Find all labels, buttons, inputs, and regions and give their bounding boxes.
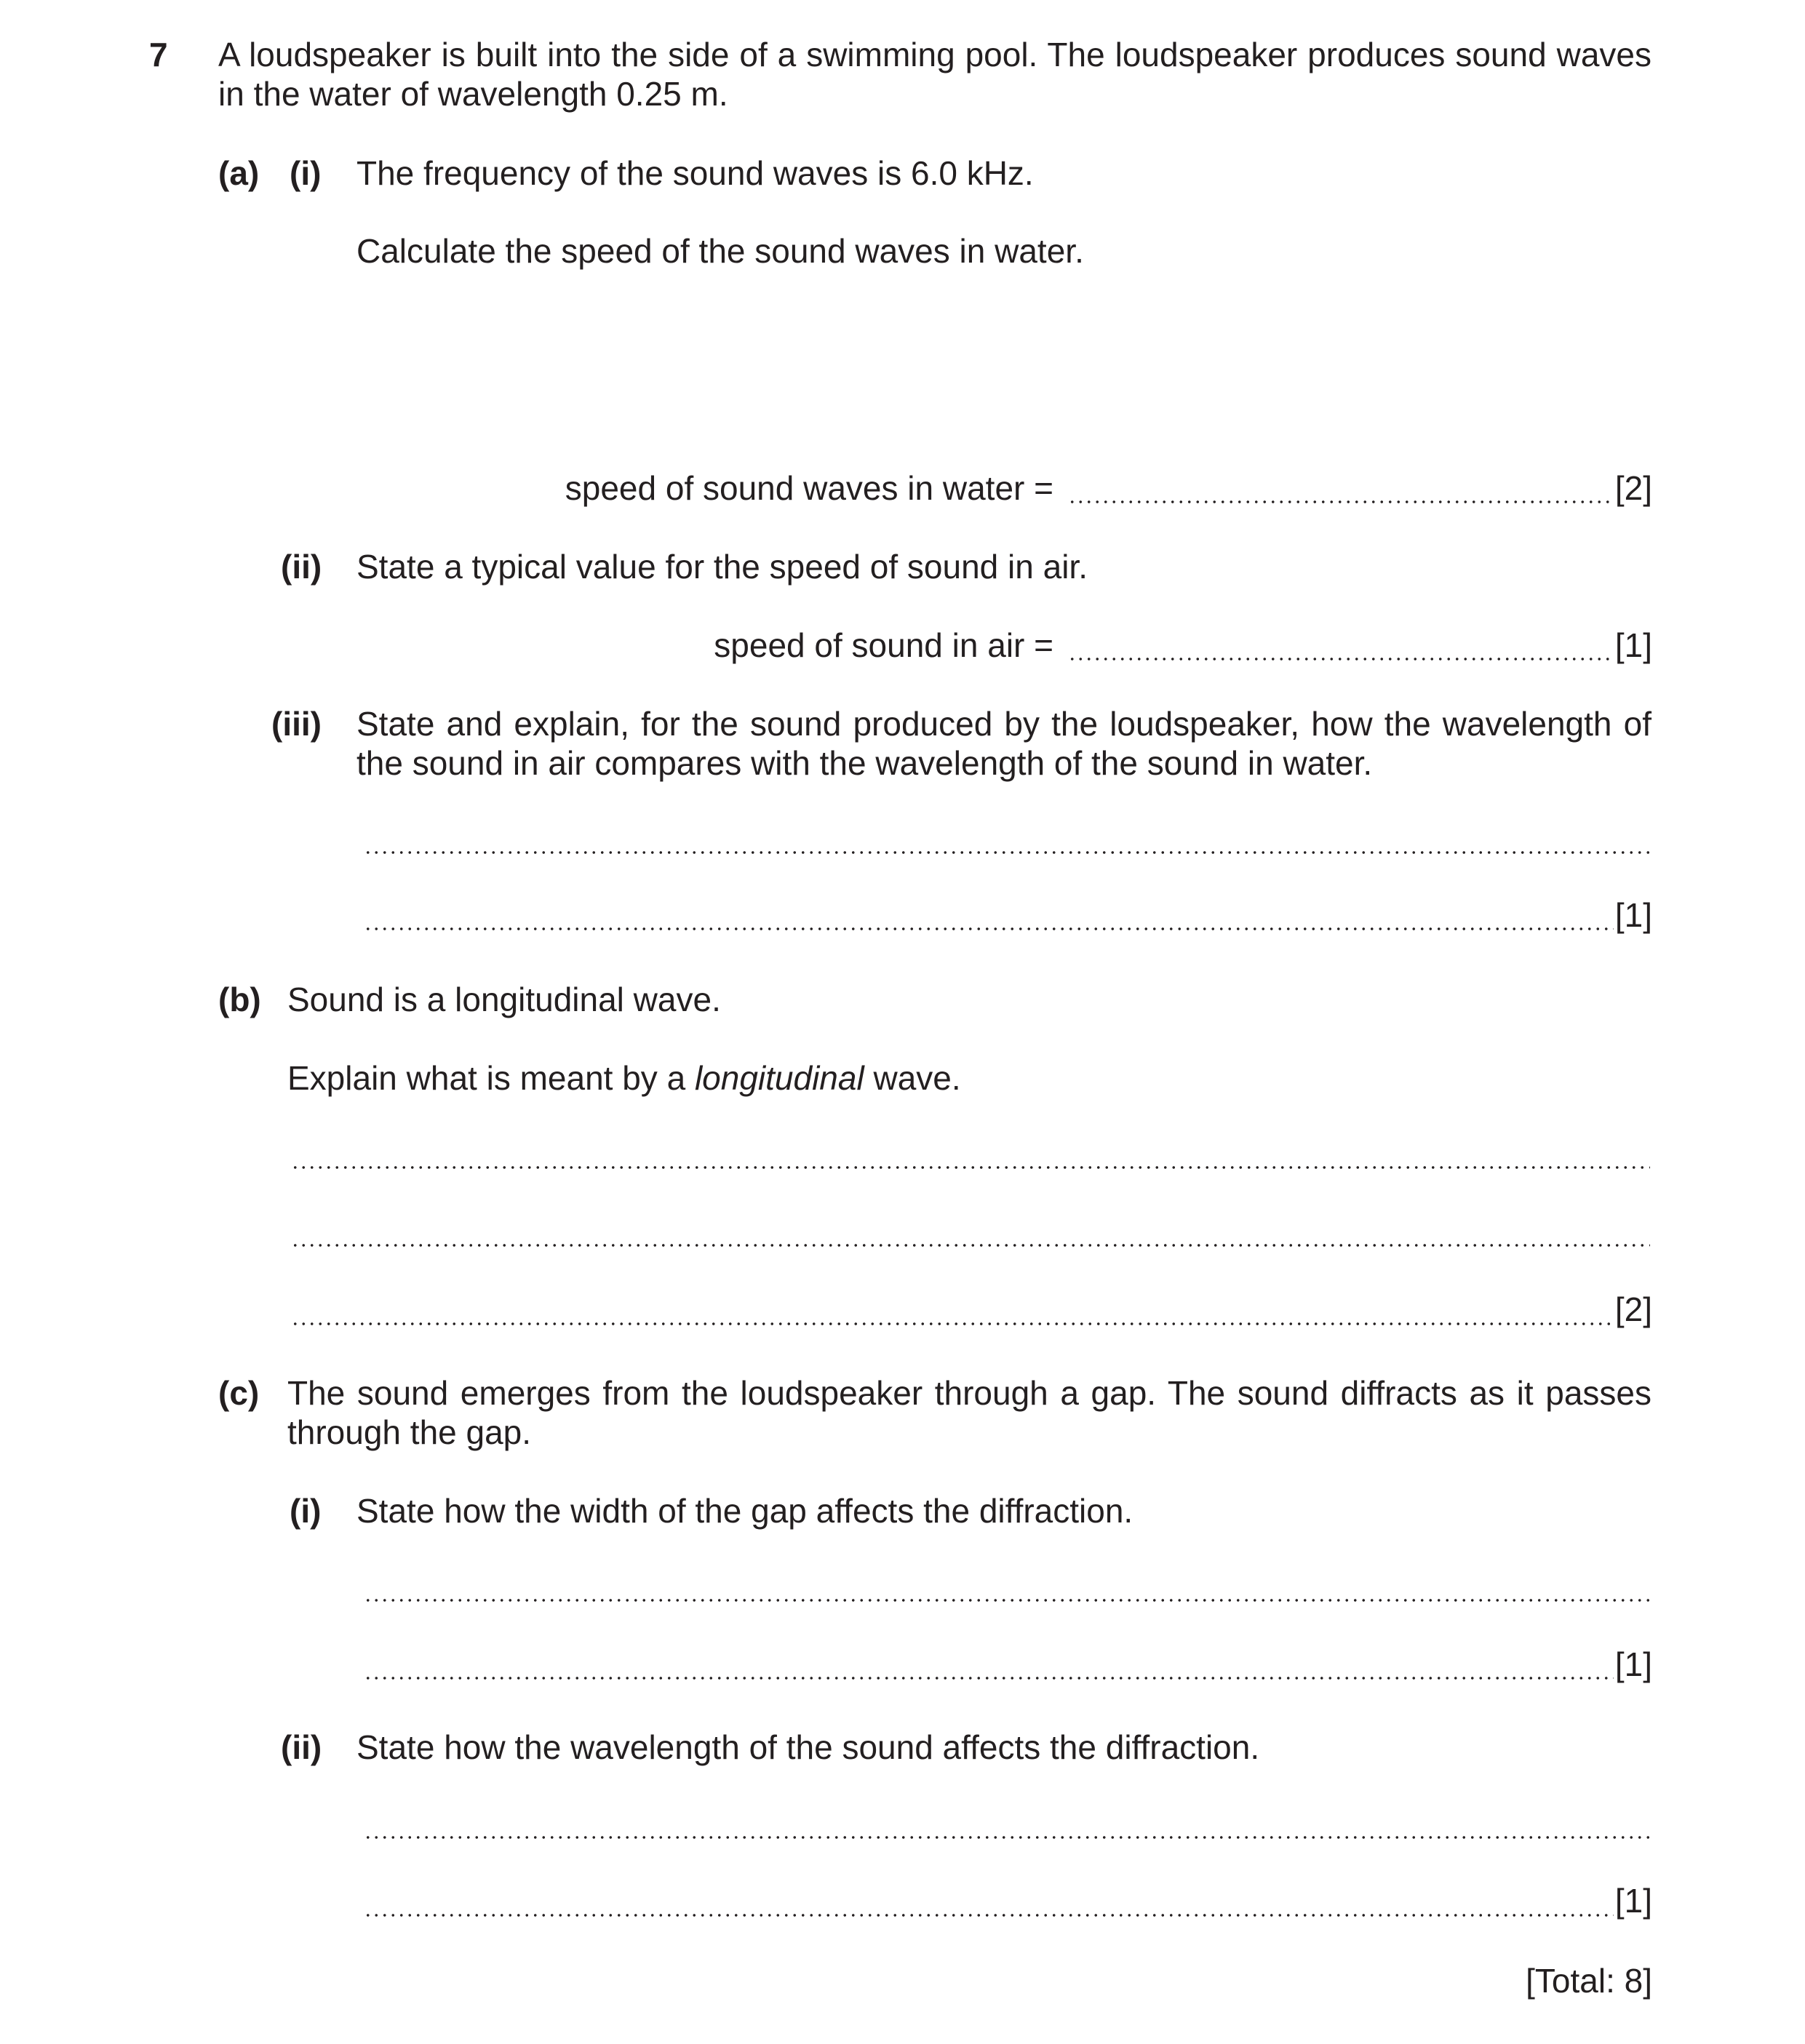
part-a-iii-answer-line-1[interactable]	[364, 851, 1650, 854]
part-c-ii-text: State how the wavelength of the sound affects the diffraction.	[356, 1728, 1260, 1766]
part-b-answer-line-1[interactable]	[291, 1166, 1650, 1169]
part-a-i-answer-line[interactable]	[1068, 500, 1614, 503]
part-b-answer-line-3[interactable]	[291, 1322, 1614, 1325]
part-c-i-mark: [1]	[1614, 1645, 1652, 1683]
part-b-instruction-italic: longitudinal	[694, 1059, 864, 1097]
part-a-i-text: The frequency of the sound waves is 6.0 kHz.	[356, 154, 1034, 192]
part-a-label: (a)	[218, 154, 260, 192]
question-number: 7	[149, 36, 168, 73]
part-a-i-answer-label: speed of sound waves in water =	[565, 469, 1053, 507]
part-c-ii-label: (ii)	[281, 1728, 322, 1766]
part-c-i-label: (i)	[290, 1492, 322, 1530]
part-c-i-text: State how the width of the gap affects the diffraction.	[356, 1492, 1133, 1530]
part-a-iii-mark: [1]	[1614, 896, 1652, 934]
part-a-ii-mark: [1]	[1614, 626, 1652, 664]
part-b-text: Sound is a longitudinal wave.	[287, 981, 721, 1018]
part-c-ii-answer-line-1[interactable]	[364, 1836, 1650, 1839]
part-b-instruction-start: Explain what is meant by a	[287, 1059, 695, 1097]
part-c-ii-answer-line-2[interactable]	[364, 1914, 1614, 1917]
part-a-ii-label: (ii)	[281, 548, 322, 586]
part-c-ii-mark: [1]	[1614, 1882, 1652, 1920]
part-c-text: The sound emerges from the loudspeaker through a gap. The sound diffracts as it passes through the gap.	[287, 1374, 1651, 1451]
part-a-ii-text: State a typical value for the speed of sound in air.	[356, 548, 1088, 586]
part-c-i-answer-line-2[interactable]	[364, 1677, 1614, 1680]
part-a-iii-text: State and explain, for the sound produced by the loudspeaker, how the wavelength of the sound in air compares with the wavelength of the sound in water.	[356, 705, 1651, 782]
part-c-label: (c)	[218, 1374, 260, 1412]
part-a-i-label: (i)	[290, 154, 322, 192]
total-marks: [Total: 8]	[1526, 1962, 1652, 2000]
question-intro: A loudspeaker is built into the side of a swimming pool. The loudspeaker produces sound waves in the water of wavelength 0.25 m.	[218, 36, 1651, 113]
part-a-i-mark: [2]	[1614, 469, 1652, 507]
part-a-iii-answer-line-2[interactable]	[364, 927, 1614, 930]
part-b-instruction-end: wave.	[864, 1059, 961, 1097]
part-a-ii-answer-line[interactable]	[1068, 658, 1614, 660]
part-b-instruction	[287, 1058, 961, 1098]
part-c-i-answer-line-1[interactable]	[364, 1599, 1650, 1602]
part-a-ii-answer-label: speed of sound in air =	[714, 626, 1053, 664]
part-a-i-instruction: Calculate the speed of the sound waves in water.	[356, 232, 1084, 270]
part-b-answer-line-2[interactable]	[291, 1244, 1650, 1247]
part-b-mark: [2]	[1614, 1290, 1652, 1328]
part-a-iii-label: (iii)	[271, 705, 322, 743]
part-b-label: (b)	[218, 981, 261, 1018]
